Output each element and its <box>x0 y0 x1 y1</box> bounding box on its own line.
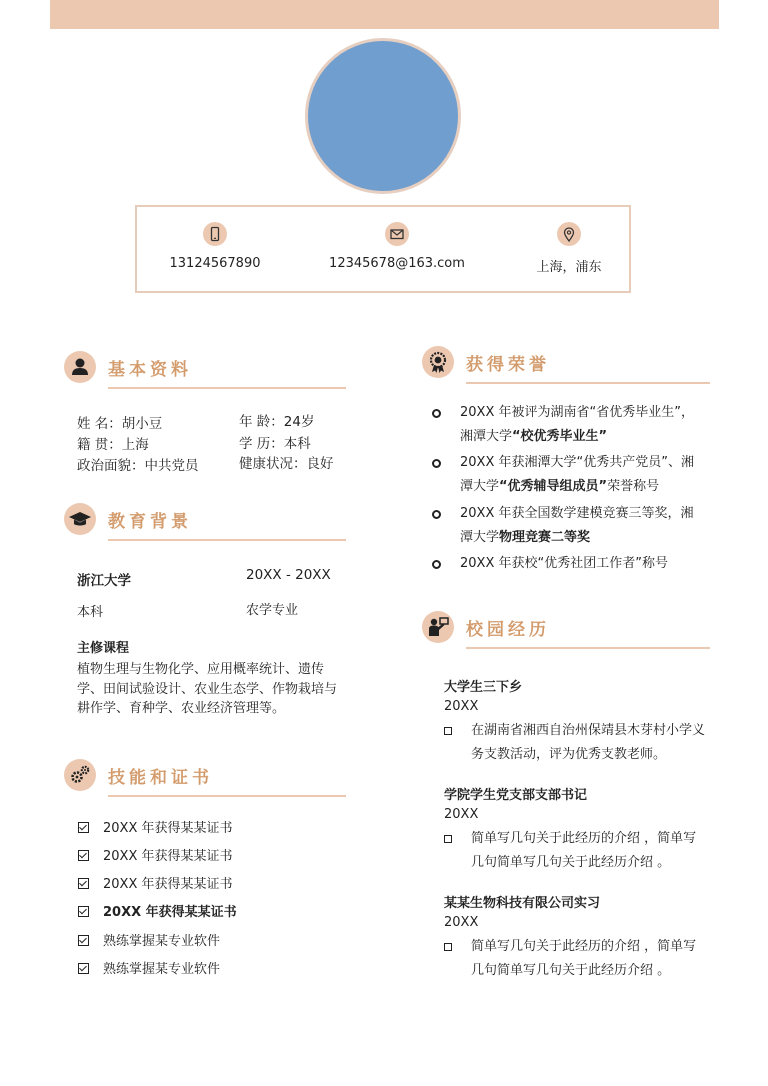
checkbox-icon <box>78 878 89 889</box>
contact-location <box>519 222 619 275</box>
checkbox-icon <box>78 822 89 833</box>
info-name <box>77 412 162 432</box>
skill-item: 20XX 年获得某某证书 <box>78 873 233 893</box>
contact-email <box>327 222 467 271</box>
value: 24岁 <box>283 414 315 430</box>
value: 本科 <box>283 436 311 452</box>
school-level: 本科 <box>77 605 104 620</box>
skill-item: 20XX 年获得某某证书 <box>78 901 237 921</box>
campus-year: 20XX <box>444 699 479 714</box>
phone-text: 13124567890 <box>169 256 261 271</box>
mail-icon <box>385 222 409 246</box>
skill-item: 熟练掌握某专业软件 <box>78 930 220 950</box>
header-band <box>50 0 719 29</box>
label: 政治面貌： <box>77 458 145 474</box>
bullet-ring-icon <box>432 510 441 519</box>
avatar <box>305 38 461 194</box>
contact-box <box>135 205 631 293</box>
presenter-icon <box>422 611 454 643</box>
label: 学 历： <box>239 436 284 452</box>
section-title: 获得荣誉 <box>466 355 550 375</box>
location-text: 上海，浦东 <box>536 260 602 275</box>
section-divider <box>108 539 346 541</box>
section-divider <box>466 647 710 649</box>
bullet-ring-icon <box>432 560 441 569</box>
bullet-square-icon <box>444 727 452 735</box>
contact-phone <box>165 222 265 271</box>
honor-item: 20XX 年获湘潭大学“优秀共产党员”、湘潭大学“优秀辅导组成员”荣誉称号 <box>432 451 702 499</box>
bullet-ring-icon <box>432 409 441 418</box>
label: 姓 名： <box>77 416 122 432</box>
skill-item: 20XX 年获得某某证书 <box>78 817 233 837</box>
info-politics <box>77 454 199 474</box>
section-divider <box>108 795 346 797</box>
info-origin <box>77 433 149 453</box>
campus-title: 大学生三下乡 <box>444 680 523 695</box>
bullet-square-icon <box>444 835 452 843</box>
value: 中共党员 <box>144 458 199 474</box>
email-text: 12345678@163.com <box>329 256 465 271</box>
campus-title: 某某生物科技有限公司实习 <box>444 896 601 911</box>
label: 籍 贯： <box>77 437 122 453</box>
section-honors-header <box>422 346 712 388</box>
honor-item: 20XX 年被评为湖南省“省优秀毕业生”，湘潭大学“校优秀毕业生” <box>432 401 702 449</box>
school-period: 20XX - 20XX <box>246 567 331 583</box>
section-education-header <box>64 503 348 545</box>
section-title: 基本资料 <box>108 360 192 380</box>
phone-icon <box>203 222 227 246</box>
info-age <box>239 410 314 430</box>
value: 良好 <box>306 456 334 472</box>
courses-title: 主修课程 <box>77 641 130 656</box>
honor-item: 20XX 年获校“优秀社团工作者”称号 <box>432 552 702 576</box>
info-degree <box>239 432 311 452</box>
label: 年 龄： <box>239 414 284 430</box>
location-pin-icon <box>557 222 581 246</box>
checkbox-icon <box>78 906 89 917</box>
section-title: 教育背景 <box>108 512 192 532</box>
value: 胡小豆 <box>121 416 163 432</box>
campus-desc: 在湖南省湘西自治州保靖县木芽村小学义 务支教活动，评为优秀支教老师。 <box>444 719 706 767</box>
section-skills-header <box>64 759 348 801</box>
value: 上海 <box>121 437 149 453</box>
section-divider <box>466 382 710 384</box>
campus-year: 20XX <box>444 915 479 930</box>
school-name: 浙江大学 <box>77 573 131 589</box>
bullet-square-icon <box>444 943 452 951</box>
checkbox-icon <box>78 963 89 974</box>
skill-item: 熟练掌握某专业软件 <box>78 958 220 978</box>
school-major: 农学专业 <box>246 603 299 618</box>
section-title: 校园经历 <box>466 620 550 640</box>
section-divider <box>108 387 346 389</box>
honor-item: 20XX 年获全国数学建模竞赛三等奖，湘潭大学物理竞赛二等奖 <box>432 502 702 550</box>
label: 健康状况： <box>239 456 307 472</box>
checkbox-icon <box>78 935 89 946</box>
skill-item: 20XX 年获得某某证书 <box>78 845 233 865</box>
person-icon <box>64 351 96 383</box>
section-basic-header <box>64 351 348 393</box>
graduation-cap-icon <box>64 503 96 535</box>
checkbox-icon <box>78 850 89 861</box>
bullet-ring-icon <box>432 459 441 468</box>
courses-list: 植物生理与生物化学、应用概率统计、遗传学、田间试验设计、农业生态学、作物栽培与耕作学、育种学、农业经济管理等。 <box>77 662 338 716</box>
award-medal-icon <box>422 346 454 378</box>
campus-desc: 简单写几句关于此经历的介绍 ，简单写几句简单写几句关于此经历介绍 。 <box>444 827 706 875</box>
section-campus-header <box>422 611 712 653</box>
info-health <box>239 452 334 472</box>
campus-year: 20XX <box>444 807 479 822</box>
campus-title: 学院学生党支部支部书记 <box>444 788 588 803</box>
section-title: 技能和证书 <box>108 768 213 788</box>
gears-icon <box>64 759 96 791</box>
campus-desc: 简单写几句关于此经历的介绍 ，简单写几句简单写几句关于此经历介绍 。 <box>444 935 706 983</box>
